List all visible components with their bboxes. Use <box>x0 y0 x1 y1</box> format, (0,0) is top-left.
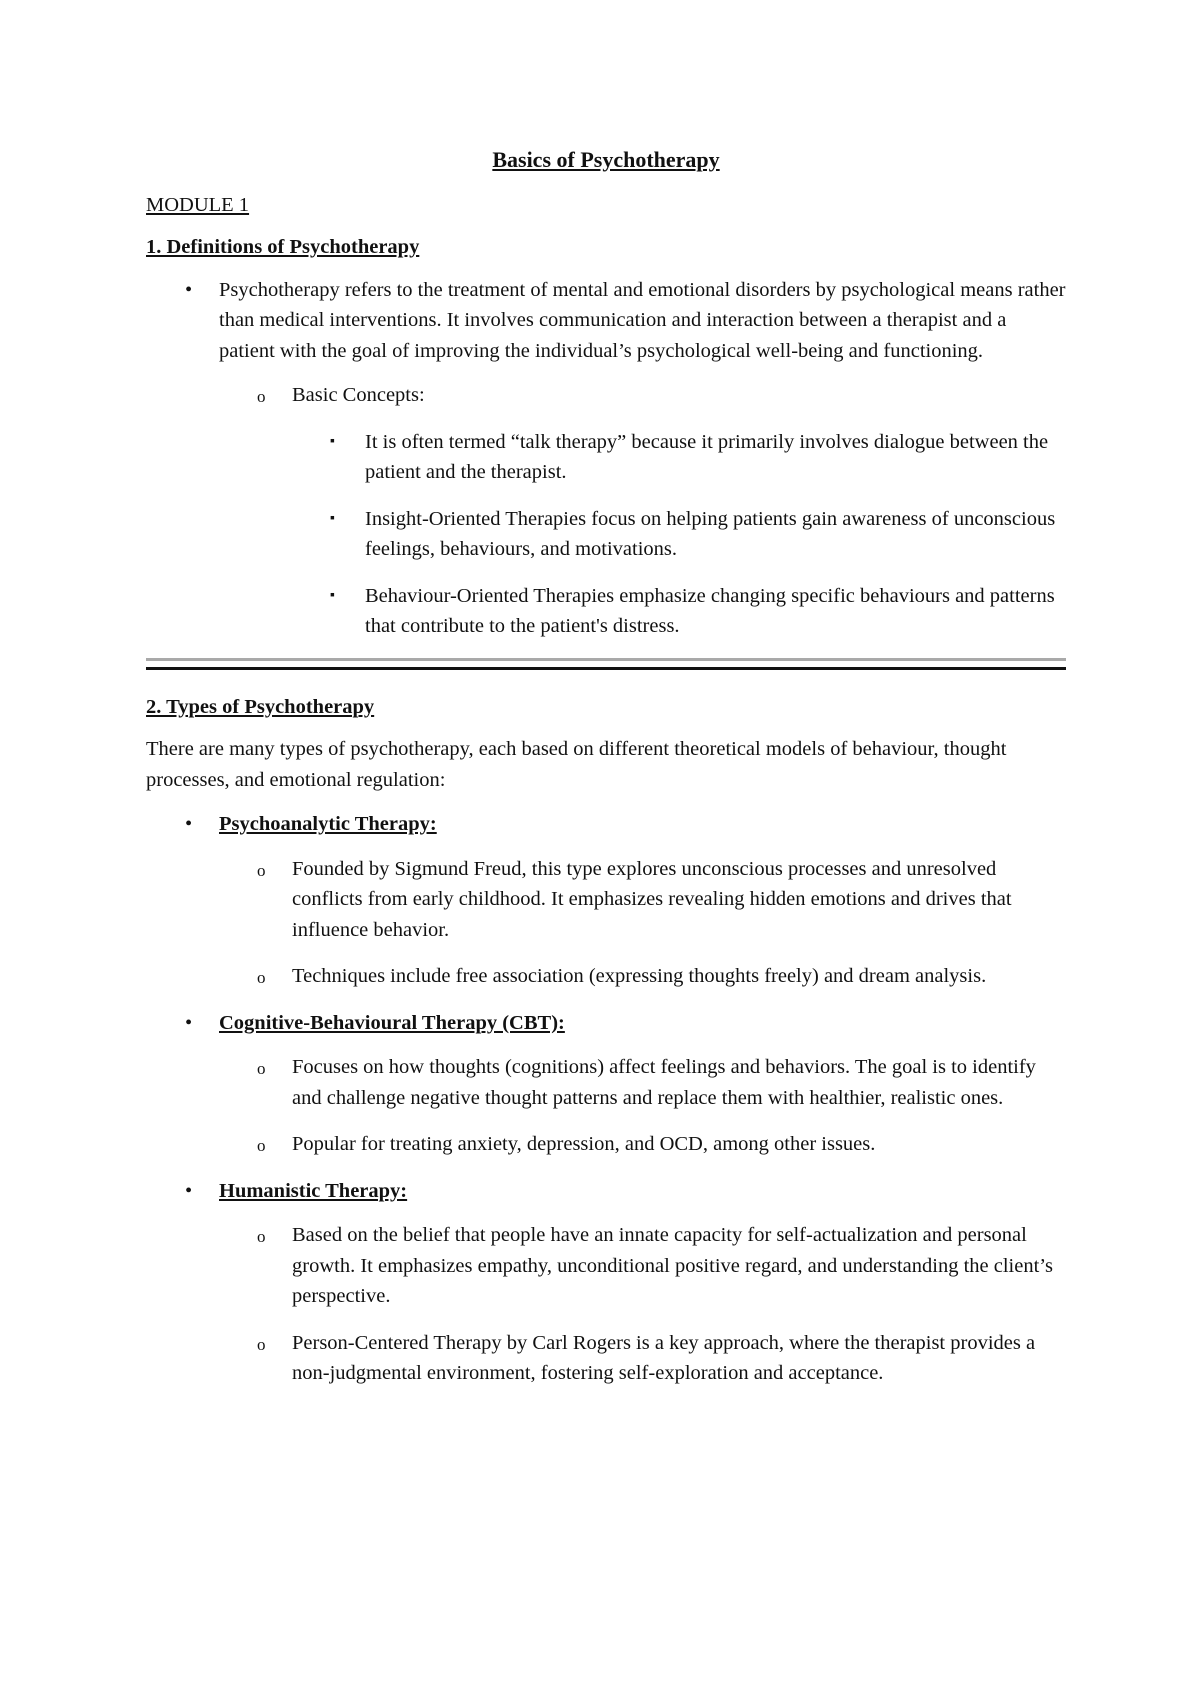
type-points <box>219 1220 1066 1389</box>
type-title: Psychoanalytic Therapy: <box>219 813 437 835</box>
circle-marker: o <box>257 387 266 406</box>
square-marker: ▪ <box>330 510 335 526</box>
sublist <box>219 380 1066 642</box>
square-marker: ▪ <box>330 587 335 603</box>
list-item <box>146 809 1066 992</box>
circle-marker: o <box>257 1334 266 1354</box>
list-item <box>292 504 1066 565</box>
type-point: Founded by Sigmund Freud, this type explores unconscious processes and unresolved conflicts from early childhood. It emphasizes revealing hidden emotions and drives that influence behavior. <box>292 857 1012 941</box>
section-heading-types: 2. Types of Psychotherapy <box>146 695 375 718</box>
square-marker: ▪ <box>330 433 335 449</box>
module-label: MODULE 1 <box>146 193 250 216</box>
list-item <box>146 275 1066 642</box>
bullet-marker: • <box>185 1011 193 1034</box>
circle-marker: o <box>257 860 266 880</box>
types-intro: There are many types of psychotherapy, each based on different theoretical models of behaviour, thought processes, and emotional regulation: <box>146 738 1007 791</box>
bullet-marker: • <box>185 813 193 835</box>
bullet-marker: • <box>185 278 193 301</box>
concept-text: Insight-Oriented Therapies focus on helping patients gain awareness of unconscious feelings, behaviours, and motivations. <box>365 507 1056 560</box>
list-item <box>292 581 1066 642</box>
type-points <box>219 854 1066 992</box>
type-title: Cognitive-Behavioural Therapy (CBT): <box>219 1011 565 1034</box>
list-item <box>219 961 1066 992</box>
type-point: Person-Centered Therapy by Carl Rogers is a key approach, where the therapist provides a non-judgmental environment, fostering self-exploration and acceptance. <box>292 1331 1036 1384</box>
concept-text: Behaviour-Oriented Therapies emphasize changing specific behaviours and patterns that contribute to the patient's distress. <box>365 584 1055 637</box>
type-point: Based on the belief that people have an innate capacity for self-actualization and personal growth. It emphasizes empathy, unconditional positive regard, and understanding the client’s perspective. <box>292 1224 1053 1307</box>
section-heading-definitions: 1. Definitions of Psychotherapy <box>146 236 420 258</box>
concept-text: It is often termed “talk therapy” because it primarily involves dialogue between the patient and the therapist. <box>365 430 1049 483</box>
page-title: Basics of Psychotherapy <box>492 147 720 172</box>
section-divider <box>146 658 1066 670</box>
list-item <box>219 1052 1066 1113</box>
types-list <box>146 809 1066 1389</box>
definition-paragraph: Psychotherapy refers to the treatment of mental and emotional disorders by psychological means rather than medical interventions. It involves communication and interaction between a therapist and a patient with the goal of improving the individual’s psychological well-being and functioning. <box>219 278 1066 362</box>
list-item <box>219 854 1066 946</box>
list-item <box>146 1176 1066 1389</box>
list-item <box>219 1220 1066 1312</box>
type-points <box>219 1052 1066 1160</box>
list-item <box>292 427 1066 488</box>
type-point: Techniques include free association (expressing thoughts freely) and dream analysis. <box>292 965 987 987</box>
type-point: Focuses on how thoughts (cognitions) affect feelings and behaviors. The goal is to identify and challenge negative thought patterns and replace them with healthier, realistic ones. <box>292 1056 1036 1109</box>
bullet-marker: • <box>185 1179 193 1202</box>
circle-marker: o <box>257 1059 266 1078</box>
circle-marker: o <box>257 968 266 987</box>
list-item <box>219 380 1066 642</box>
list-item <box>219 1129 1066 1160</box>
concept-list <box>292 427 1066 642</box>
definitions-list <box>146 275 1066 642</box>
circle-marker: o <box>257 1136 266 1155</box>
type-point: Popular for treating anxiety, depression, and OCD, among other issues. <box>292 1133 876 1155</box>
list-item <box>146 1008 1066 1160</box>
list-item <box>219 1328 1066 1389</box>
circle-marker: o <box>257 1227 266 1246</box>
type-title: Humanistic Therapy: <box>219 1179 408 1202</box>
document-body <box>146 145 1066 1405</box>
basic-concepts-label: Basic Concepts: <box>292 384 425 406</box>
